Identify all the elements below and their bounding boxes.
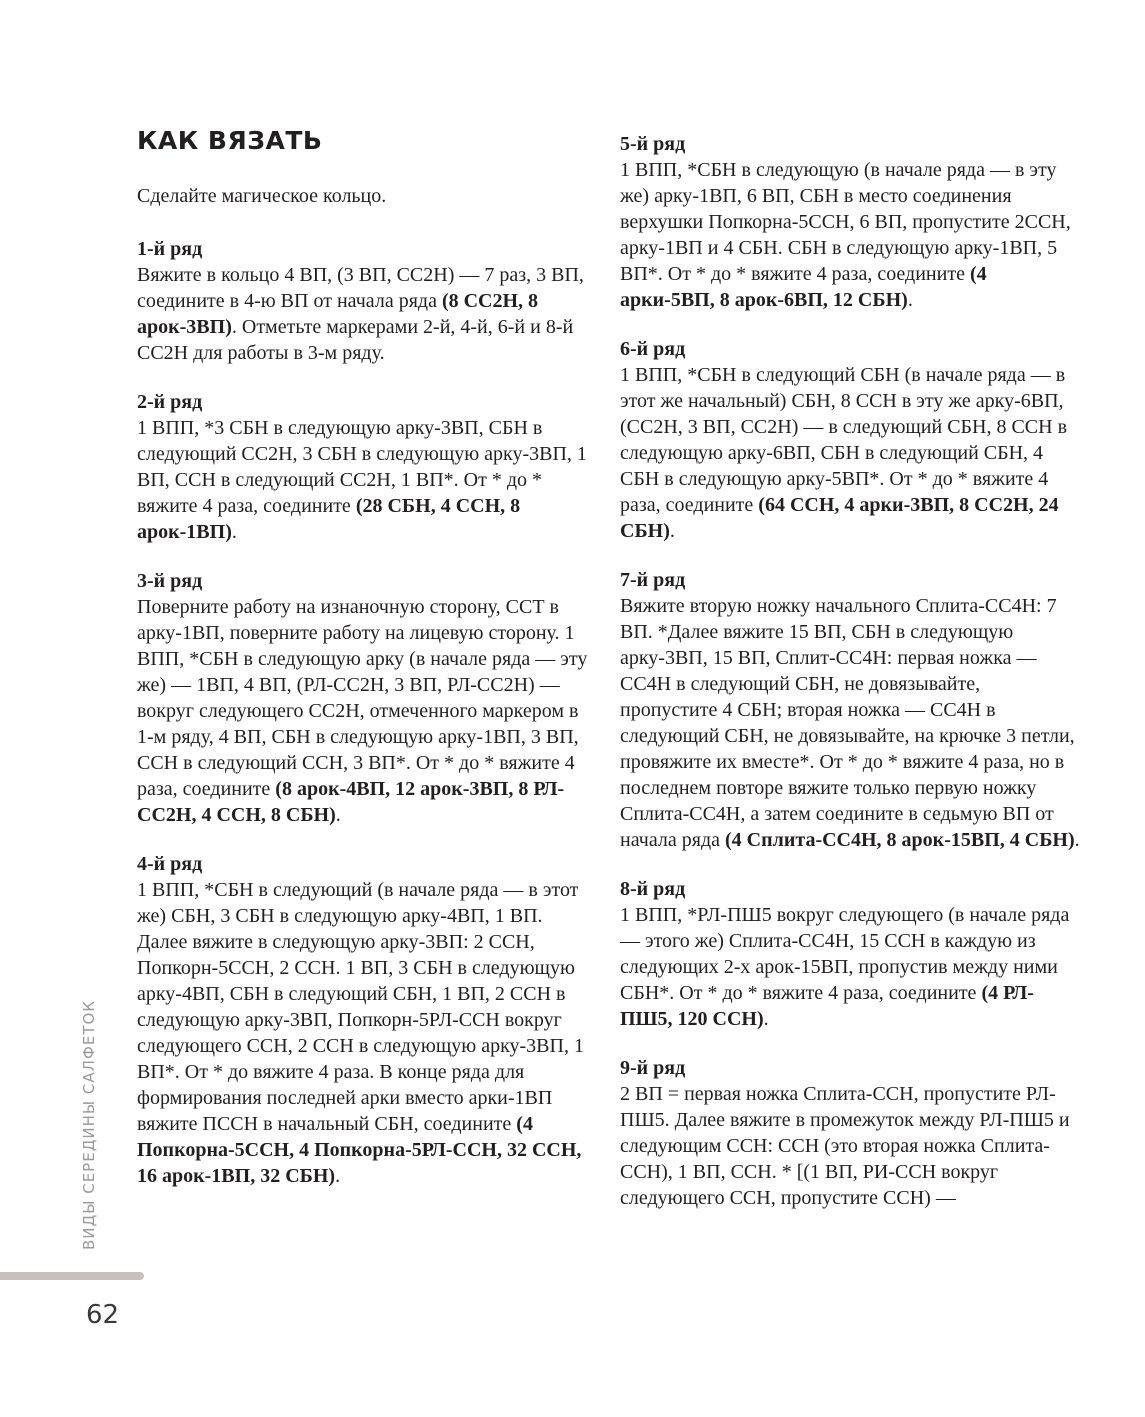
row-instruction-text: . bbox=[763, 1008, 769, 1030]
row-totals: (28 СБН, 4 ССН, 8 арок-1ВП) bbox=[137, 495, 521, 543]
row-instruction-text: 1 ВПП, *РЛ-ПШ5 вокруг следующего (в начале ряда — этого же) Сплита-СС4Н, 15 ССН в каждую из следующих 2-х арок-15ВП, пропустив между ними СБН*. От * до * вяжите 4 раза, соедините bbox=[620, 904, 1070, 1004]
row-instruction-text: . Отметьте маркерами 2-й, 4-й, 6-й и 8-й СС2Н для работы в 3-м ряду. bbox=[137, 316, 574, 364]
row-instructions bbox=[137, 594, 597, 828]
row-instruction-text: . bbox=[907, 289, 913, 311]
row-title: 9-й ряд bbox=[620, 1057, 686, 1079]
row-instructions bbox=[620, 1081, 1080, 1211]
row-totals: (8 СС2Н, 8 арок-3ВП) bbox=[137, 290, 539, 338]
row-title: 1-й ряд bbox=[137, 238, 203, 260]
row-instruction-text: . bbox=[335, 804, 341, 826]
row-block bbox=[137, 851, 597, 1189]
row-instruction-text: . bbox=[669, 520, 675, 542]
row-instructions bbox=[620, 902, 1080, 1032]
row-instruction-text: Поверните работу на изнаночную сторону, ССТ в арку-1ВП, поверните работу на лицевую сторону. 1 ВПП, *СБН в следующую арку (в начале ряда — эту же) — 1ВП, 4 ВП, (РЛ-СС2Н, 3 ВП, РЛ-СС2Н) — вокруг следующего СС2Н, отмеченного маркером в 1-м ряду, 4 ВП, СБН в следующую арку-1ВП, 3 ВП, ССН в следующий ССН, 3 ВП*. От * до * вяжите 4 раза, соедините bbox=[137, 596, 588, 800]
row-title: 6-й ряд bbox=[620, 338, 686, 360]
row-totals: (4 РЛ-ПШ5, 120 ССН) bbox=[620, 982, 1034, 1030]
row-instructions bbox=[620, 362, 1080, 544]
row-block bbox=[620, 876, 1080, 1032]
row-totals: (8 арок-4ВП, 12 арок-3ВП, 8 РЛ-СС2Н, 4 ССН, 8 СБН) bbox=[137, 778, 565, 826]
page-number: 62 bbox=[86, 1300, 120, 1330]
row-instruction-text: . bbox=[231, 521, 237, 543]
row-instructions bbox=[620, 157, 1080, 313]
row-instruction-text: 1 ВПП, *3 СБН в следующую арку-3ВП, СБН в следующий СС2Н, 3 СБН в следующую арку-3ВП, 1 ВП, ССН в следующий СС2Н, 1 ВП*. От * до * вяжите 4 раза, соедините bbox=[137, 417, 587, 517]
row-instructions bbox=[620, 593, 1080, 853]
row-instruction-text: 1 ВПП, *СБН в следующий (в начале ряда — в этот же) СБН, 3 СБН в следующую арку-4ВП, 1 ВП. Далее вяжите в следующую арку-3ВП: 2 ССН, Попкорн-5ССН, 2 ССН. 1 ВП, 3 СБН в следующую арку-4ВП, СБН в следующий СБН, 1 ВП, 2 ССН в следующую арку-3ВП, Попкорн-5РЛ-ССН вокруг следующего ССН, 2 ССН в следующую арку-3ВП, 1 ВП*. От * до вяжите 4 раза. В конце ряда для формирования последней арки вместо арки-1ВП вяжите ПССН в начальный СБН, соедините bbox=[137, 879, 584, 1135]
left-column bbox=[137, 236, 597, 1212]
row-block bbox=[620, 336, 1080, 544]
row-instruction-text: 1 ВПП, *СБН в следующий СБН (в начале ряда — в этот же начальный) СБН, 8 ССН в эту же арку-6ВП, (СС2Н, 3 ВП, СС2Н) — в следующий СБН, 8 ССН в следующую арку-6ВП, СБН в следующий СБН, 4 СБН в следующую арку-5ВП*. От * до * вяжите 4 раза, соедините bbox=[620, 364, 1068, 516]
row-instructions bbox=[137, 415, 597, 545]
row-instruction-text: . bbox=[1074, 829, 1080, 851]
row-block bbox=[137, 568, 597, 828]
row-instruction-text: Вяжите в кольцо 4 ВП, (3 ВП, СС2Н) — 7 раз, 3 ВП, соедините в 4-ю ВП от начала ряда bbox=[137, 264, 584, 312]
row-block bbox=[620, 567, 1080, 853]
side-accent-bar bbox=[0, 1272, 144, 1280]
row-title: 2-й ряд bbox=[137, 391, 203, 413]
row-block bbox=[620, 1055, 1080, 1211]
row-block bbox=[137, 389, 597, 545]
row-instruction-text: 1 ВПП, *СБН в следующую (в начале ряда — в эту же) арку-1ВП, 6 ВП, СБН в место соединения верхушки Попкорна-5ССН, 6 ВП, пропустите 2ССН, арку-1ВП и 4 СБН. СБН в следующую арку-1ВП, 5 ВП*. От * до * вяжите 4 раза, соедините bbox=[620, 159, 1071, 285]
row-instructions bbox=[137, 877, 597, 1189]
row-totals: (4 арки-5ВП, 8 арок-6ВП, 12 СБН) bbox=[620, 263, 987, 311]
row-title: 8-й ряд bbox=[620, 878, 686, 900]
row-block bbox=[137, 236, 597, 366]
row-block bbox=[620, 131, 1080, 313]
right-column bbox=[620, 131, 1080, 1234]
row-title: 4-й ряд bbox=[137, 853, 203, 875]
row-instruction-text: 2 ВП = первая ножка Сплита-ССН, пропустите РЛ-ПШ5. Далее вяжите в промежуток между РЛ-ПШ5 и следующим ССН: ССН (это вторая ножка Сплита-ССН), 1 ВП, ССН. * [(1 ВП, РИ-ССН вокруг следующего ССН, пропустите ССН) — bbox=[620, 1083, 1070, 1209]
row-totals: (4 Попкорна-5ССН, 4 Попкорна-5РЛ-ССН, 32 ССН, 16 арок-1ВП, 32 СБН) bbox=[137, 1113, 582, 1187]
row-instruction-text: . bbox=[335, 1165, 341, 1187]
row-instruction-text: Вяжите вторую ножку начального Сплита-СС4Н: 7 ВП. *Далее вяжите 15 ВП, СБН в следующую арку-3ВП, 15 ВП, Сплит-СС4Н: первая ножка — СС4Н в следующий СБН, не довязывайте, пропустите 4 СБН; вторая ножка — СС4Н в следующий СБН, не довязывайте, на крючке 3 петли, провяжите их вместе*. От * до * вяжите 4 раза, но в последнем повторе вяжите только первую ножку Сплита-СС4Н, а затем соедините в седьмую ВП от начала ряда bbox=[620, 595, 1075, 851]
intro-text: Сделайте магическое кольцо. bbox=[137, 185, 387, 207]
row-title: 3-й ряд bbox=[137, 570, 203, 592]
row-title: 5-й ряд bbox=[620, 133, 686, 155]
row-title: 7-й ряд bbox=[620, 569, 686, 591]
row-totals: (4 Сплита-СС4Н, 8 арок-15ВП, 4 СБН) bbox=[725, 829, 1075, 851]
side-section-label: ВИДЫ СЕРЕДИНЫ САЛФЕТОК bbox=[80, 1000, 98, 1250]
page-title: КАК ВЯЗАТЬ bbox=[137, 126, 323, 155]
row-instructions bbox=[137, 262, 597, 366]
row-totals: (64 ССН, 4 арки-3ВП, 8 СС2Н, 24 СБН) bbox=[620, 494, 1059, 542]
